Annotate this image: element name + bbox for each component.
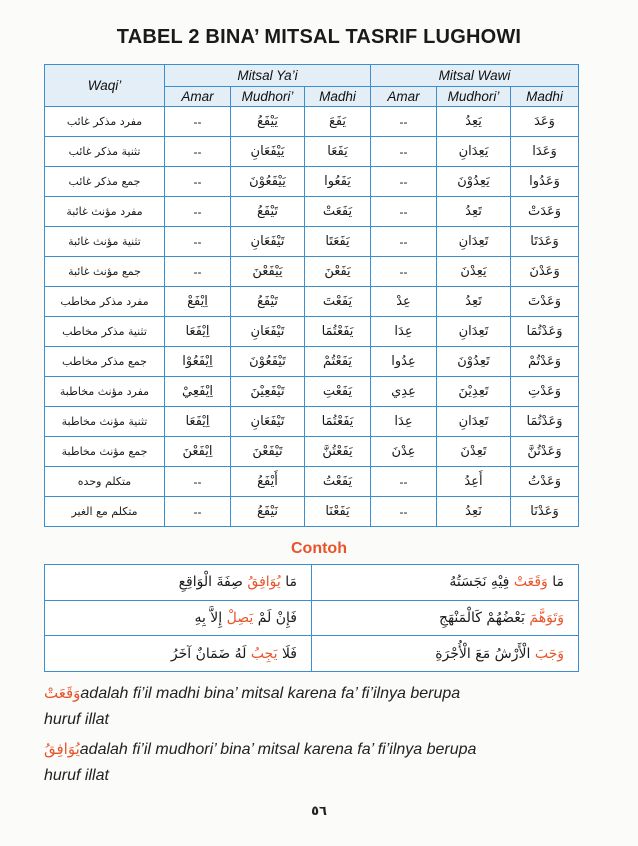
contoh-cell-right <box>312 565 579 601</box>
contoh-left-highlight: يَجِبُ <box>250 645 278 662</box>
page-title: TABEL 2 BINA’ MITSAL TASRIF LUGHOWI <box>116 26 522 48</box>
contoh-cell-left <box>45 636 312 672</box>
yai-amar-cell: اِيْفَعَا <box>165 407 231 437</box>
group-header-wawi: Mitsal Wawi <box>371 65 579 87</box>
yai-amar-cell: -- <box>165 107 231 137</box>
wawi-mudhori-cell: تَعِدِيْنَ <box>437 377 511 407</box>
wawi-amar-cell: -- <box>371 167 437 197</box>
wawi-madhi-cell: وَعَدَتَا <box>511 227 579 257</box>
yai-madhi-cell: يَفَعُوا <box>305 167 371 197</box>
table-row <box>45 497 579 527</box>
yai-madhi-cell: يَفَعَا <box>305 137 371 167</box>
wawi-amar-cell: عِدَا <box>371 407 437 437</box>
wawi-mudhori-cell: تَعِدُ <box>437 197 511 227</box>
yai-amar-cell: -- <box>165 497 231 527</box>
wawi-madhi-cell: وَعَدْتِ <box>511 377 579 407</box>
wawi-amar-cell: -- <box>371 137 437 167</box>
sub-header-wawi-amar: Amar <box>371 87 437 107</box>
contoh-table <box>44 564 579 672</box>
contoh-right-before: مَا <box>547 574 564 591</box>
contoh-row <box>45 600 579 636</box>
waqi-cell: مفرد مؤنث مخاطبة <box>45 377 165 407</box>
yai-amar-cell: -- <box>165 467 231 497</box>
wawi-mudhori-cell: نَعِدُ <box>437 497 511 527</box>
yai-madhi-cell: يَفَعَ <box>305 107 371 137</box>
yai-madhi-cell: يَفَعْنَ <box>305 257 371 287</box>
sub-header-yai-mudhori: Mudhori’ <box>231 87 305 107</box>
wawi-mudhori-cell: تَعِدُ <box>437 287 511 317</box>
wawi-amar-cell: -- <box>371 227 437 257</box>
wawi-mudhori-cell: تَعِدَانِ <box>437 227 511 257</box>
note-mudhori <box>44 736 584 789</box>
table-row <box>45 437 579 467</box>
yai-madhi-cell: يَفَعْنَا <box>305 497 371 527</box>
table-row <box>45 317 579 347</box>
wawi-amar-cell: -- <box>371 107 437 137</box>
yai-amar-cell: اِيْفَعْنَ <box>165 437 231 467</box>
sub-header-yai-amar: Amar <box>165 87 231 107</box>
contoh-cell-right <box>312 636 579 672</box>
page-number: ٥٦ <box>311 804 327 819</box>
yai-mudhori-cell: نَيْفَعُ <box>231 497 305 527</box>
waqi-header: Waqi’ <box>45 65 165 107</box>
waqi-cell: تثنية مؤنث مخاطبة <box>45 407 165 437</box>
sub-header-wawi-madhi: Madhi <box>511 87 579 107</box>
waqi-cell: تثنية مذكر غائب <box>45 137 165 167</box>
wawi-mudhori-cell: يَعِدْنَ <box>437 257 511 287</box>
table-row <box>45 107 579 137</box>
wawi-mudhori-cell: تَعِدْنَ <box>437 437 511 467</box>
yai-amar-cell: اِيْفَعِيْ <box>165 377 231 407</box>
table-row <box>45 197 579 227</box>
yai-mudhori-cell: تَيْفَعَانِ <box>231 227 305 257</box>
table-row <box>45 377 579 407</box>
yai-madhi-cell: يَفَعَتَا <box>305 227 371 257</box>
yai-mudhori-cell: أَيْفَعُ <box>231 467 305 497</box>
yai-madhi-cell: يَفَعَتْ <box>305 197 371 227</box>
yai-amar-cell: -- <box>165 227 231 257</box>
wawi-amar-cell: عِدِي <box>371 377 437 407</box>
contoh-left-after: لَهُ ضَمَانٌ آخَرُ <box>170 645 251 662</box>
wawi-madhi-cell: وَعَدَا <box>511 137 579 167</box>
yai-mudhori-cell: يَيْفَعُوْنَ <box>231 167 305 197</box>
waqi-cell: تثنية مذكر مخاطب <box>45 317 165 347</box>
table-row <box>45 407 579 437</box>
contoh-left-before: مَا <box>280 574 297 591</box>
contoh-cell-left <box>45 600 312 636</box>
contoh-right-after: بَعْضُهُمْ كَالْمَنْهَجِ <box>438 609 530 626</box>
note-madhi <box>44 680 584 733</box>
contoh-right-after: فِيْهِ نَجَسَتُهُ <box>449 574 514 591</box>
waqi-cell: مفرد مذكر غائب <box>45 107 165 137</box>
sub-header-yai-madhi: Madhi <box>305 87 371 107</box>
yai-mudhori-cell: يَيْفَعْنَ <box>231 257 305 287</box>
table-row <box>45 137 579 167</box>
wawi-madhi-cell: وَعَدَتْ <box>511 197 579 227</box>
waqi-cell: متكلم مع الغير <box>45 497 165 527</box>
wawi-mudhori-cell: يَعِدَانِ <box>437 137 511 167</box>
yai-mudhori-cell: تَيْفَعِيْنَ <box>231 377 305 407</box>
table-row <box>45 347 579 377</box>
contoh-right-highlight: وَقَعَتْ <box>513 574 548 591</box>
wawi-madhi-cell: وَعَدْنَا <box>511 497 579 527</box>
yai-mudhori-cell: تَيْفَعُ <box>231 197 305 227</box>
wawi-amar-cell: -- <box>371 467 437 497</box>
contoh-left-before: فَلَا <box>277 645 297 662</box>
yai-madhi-cell: يَفَعْتُمْ <box>305 347 371 377</box>
yai-mudhori-cell: يَيْفَعَانِ <box>231 137 305 167</box>
contoh-right-highlight: وَجَبَ <box>534 645 564 662</box>
contoh-row <box>45 636 579 672</box>
yai-amar-cell: اِيْفَعَا <box>165 317 231 347</box>
waqi-cell: جمع مؤنث غائبة <box>45 257 165 287</box>
contoh-left-highlight: يَصِلْ <box>226 609 254 626</box>
wawi-amar-cell: عِدُوا <box>371 347 437 377</box>
wawi-madhi-cell: وَعَدْتُمْ <box>511 347 579 377</box>
wawi-mudhori-cell: يَعِدُوْنَ <box>437 167 511 197</box>
note-madhi-line2: huruf illat <box>44 711 109 728</box>
yai-madhi-cell: يَفَعْتَ <box>305 287 371 317</box>
wawi-mudhori-cell: تَعِدَانِ <box>437 407 511 437</box>
tasrif-table <box>44 64 579 527</box>
wawi-madhi-cell: وَعَدْتُمَا <box>511 317 579 347</box>
contoh-left-highlight: يُوَافِقُ <box>247 574 281 591</box>
wawi-mudhori-cell: يَعِدُ <box>437 107 511 137</box>
wawi-madhi-cell: وَعَدُوا <box>511 167 579 197</box>
wawi-madhi-cell: وَعَدَ <box>511 107 579 137</box>
waqi-cell: جمع مؤنث مخاطبة <box>45 437 165 467</box>
wawi-madhi-cell: وَعَدْتُنَّ <box>511 437 579 467</box>
yai-madhi-cell: يَفَعْتُ <box>305 467 371 497</box>
wawi-madhi-cell: وَعَدْتَ <box>511 287 579 317</box>
waqi-cell: جمع مذكر غائب <box>45 167 165 197</box>
contoh-cell-right <box>312 600 579 636</box>
contoh-right-after: الْأَرْشُ مَعَ الْأُجْرَةِ <box>435 645 535 662</box>
sub-header-wawi-mudhori: Mudhori’ <box>437 87 511 107</box>
table-row <box>45 257 579 287</box>
contoh-left-after: إِلاَّ بِهِ <box>194 609 227 626</box>
yai-madhi-cell: يَفَعْتِ <box>305 377 371 407</box>
contoh-cell-left <box>45 565 312 601</box>
waqi-cell: مفرد مذكر مخاطب <box>45 287 165 317</box>
note-mudhori-line1: adalah fi’il mudhori’ bina’ mitsal karena fa’ fi’ilnya berupa <box>79 741 477 758</box>
note-mudhori-line2: huruf illat <box>44 767 109 784</box>
wawi-amar-cell: عِدْ <box>371 287 437 317</box>
yai-amar-cell: -- <box>165 257 231 287</box>
yai-amar-cell: اِيْفَعُوْا <box>165 347 231 377</box>
waqi-cell: متكلم وحده <box>45 467 165 497</box>
wawi-mudhori-cell: أَعِدُ <box>437 467 511 497</box>
contoh-heading: Contoh <box>291 540 347 557</box>
contoh-row <box>45 565 579 601</box>
note-madhi-arabic: وَقَعَتْ <box>44 684 81 702</box>
yai-madhi-cell: يَفَعْتُنَّ <box>305 437 371 467</box>
table-row <box>45 287 579 317</box>
yai-mudhori-cell: تَيْفَعَانِ <box>231 317 305 347</box>
note-mudhori-arabic: يُوَافِقُ <box>44 740 80 758</box>
table-row <box>45 167 579 197</box>
wawi-amar-cell: -- <box>371 497 437 527</box>
wawi-mudhori-cell: تَعِدَانِ <box>437 317 511 347</box>
contoh-right-highlight: وَتَوَهَّمَ <box>529 609 564 626</box>
yai-madhi-cell: يَفَعْتُمَا <box>305 317 371 347</box>
wawi-amar-cell: عِدَا <box>371 317 437 347</box>
wawi-amar-cell: -- <box>371 197 437 227</box>
yai-amar-cell: -- <box>165 197 231 227</box>
waqi-cell: تثنية مؤنث غائبة <box>45 227 165 257</box>
note-madhi-line1: adalah fi’il madhi bina’ mitsal karena fa’ fi’ilnya berupa <box>80 685 461 702</box>
yai-mudhori-cell: يَيْفَعُ <box>231 107 305 137</box>
yai-mudhori-cell: تَيْفَعُ <box>231 287 305 317</box>
yai-mudhori-cell: تَيْفَعْنَ <box>231 437 305 467</box>
group-header-yai: Mitsal Ya’i <box>165 65 371 87</box>
waqi-cell: جمع مذكر مخاطب <box>45 347 165 377</box>
yai-madhi-cell: يَفَعْتُمَا <box>305 407 371 437</box>
wawi-mudhori-cell: تَعِدُوْنَ <box>437 347 511 377</box>
yai-amar-cell: -- <box>165 167 231 197</box>
yai-amar-cell: -- <box>165 137 231 167</box>
table-row <box>45 227 579 257</box>
waqi-cell: مفرد مؤنث غائبة <box>45 197 165 227</box>
yai-mudhori-cell: تَيْفَعُوْنَ <box>231 347 305 377</box>
contoh-left-after: صِفَةَ الْوَاقِعِ <box>178 574 248 591</box>
table-row <box>45 467 579 497</box>
yai-amar-cell: اِيْفَعْ <box>165 287 231 317</box>
contoh-left-before: فَإِنْ لَمْ <box>253 609 297 626</box>
wawi-amar-cell: -- <box>371 257 437 287</box>
wawi-madhi-cell: وَعَدْتُمَا <box>511 407 579 437</box>
yai-mudhori-cell: تَيْفَعَانِ <box>231 407 305 437</box>
wawi-madhi-cell: وَعَدْنَ <box>511 257 579 287</box>
wawi-madhi-cell: وَعَدْتُ <box>511 467 579 497</box>
wawi-amar-cell: عِدْنَ <box>371 437 437 467</box>
